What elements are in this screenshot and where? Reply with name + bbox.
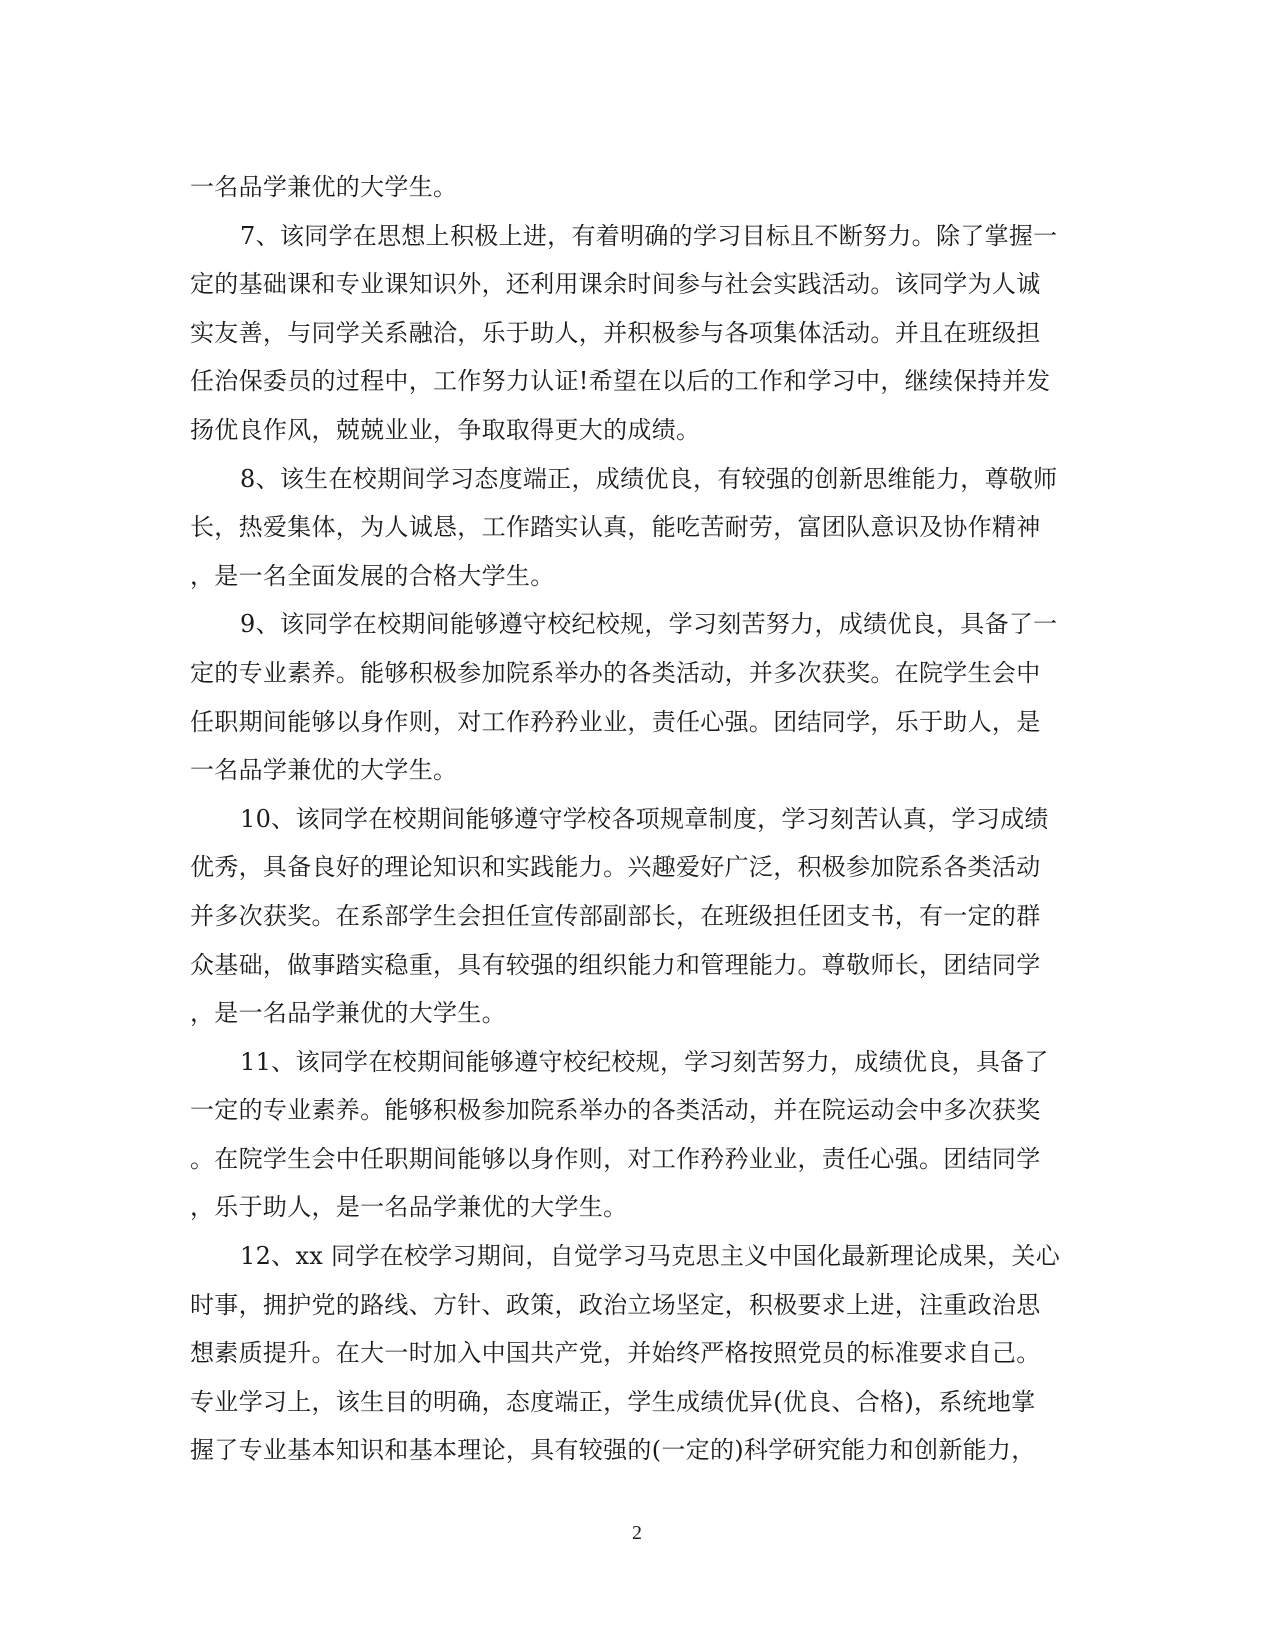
text-line: 想素质提升。在大一时加入中国共产党，并始终严格按照党员的标准要求自己。 xyxy=(190,1339,1041,1368)
text-line: 专业学习上，该生目的明确，态度端正，学生成绩优异(优良、合格)，系统地掌 xyxy=(190,1387,1036,1416)
text-line: 一名品学兼优的大学生。 xyxy=(190,173,458,201)
text-line: 扬优良作风，兢兢业业，争取取得更大的成绩。 xyxy=(190,415,701,444)
paragraph-first-line: 10、该同学在校期间能够遵守学校各项规章制度，学习刻苦认真，学习成绩 xyxy=(240,804,1049,833)
paragraph-first-line: 7、该同学在思想上积极上进，有着明确的学习目标且不断努力。除了掌握一 xyxy=(240,221,1058,250)
text-line: 任职期间能够以身作则，对工作矜矜业业，责任心强。团结同学，乐于助人，是 xyxy=(190,707,1041,736)
text-line: 并多次获奖。在系部学生会担任宣传部副部长，在班级担任团支书，有一定的群 xyxy=(190,901,1041,930)
paragraph-first-line: 9、该同学在校期间能够遵守校纪校规，学习刻苦努力，成绩优良，具备了一 xyxy=(240,610,1058,639)
paragraph-first-line: 12、xx 同学在校学习期间，自觉学习马克思主义中国化最新理论成果，关心 xyxy=(240,1242,1061,1271)
text-line: 定的基础课和专业课知识外，还利用课余时间参与社会实践活动。该同学为人诚 xyxy=(190,270,1041,299)
paragraph-first-line: 8、该生在校期间学习态度端正，成绩优良，有较强的创新思维能力，尊敬师 xyxy=(240,464,1058,493)
text-line: ，是一名全面发展的合格大学生。 xyxy=(190,561,555,590)
document-body xyxy=(190,163,1090,1475)
text-line: 握了专业基本知识和基本理论，具有较强的(一定的)科学研究能力和创新能力， xyxy=(190,1436,1036,1465)
text-line: 任治保委员的过程中，工作努力认证!希望在以后的工作和学习中，继续保持并发 xyxy=(190,367,1051,396)
text-line: 众基础，做事踏实稳重，具有较强的组织能力和管理能力。尊敬师长，团结同学 xyxy=(190,950,1041,979)
text-line: 实友善，与同学关系融洽，乐于助人，并积极参与各项集体活动。并且在班级担 xyxy=(190,318,1041,347)
text-line: 。在院学生会中任职期间能够以身作则，对工作矜矜业业，责任心强。团结同学 xyxy=(190,1144,1041,1173)
page-number: 2 xyxy=(632,1522,642,1544)
text-line: 一名品学兼优的大学生。 xyxy=(190,756,458,785)
text-line: 一定的专业素养。能够积极参加院系举办的各类活动，并在院运动会中多次获奖 xyxy=(190,1096,1041,1125)
text-line: 时事，拥护党的路线、方针、政策，政治立场坚定，积极要求上进，注重政治思 xyxy=(190,1290,1041,1319)
text-line: 优秀，具备良好的理论知识和实践能力。兴趣爱好广泛，积极参加院系各类活动 xyxy=(190,853,1041,882)
paragraph-first-line: 11、该同学在校期间能够遵守校纪校规，学习刻苦努力，成绩优良，具备了 xyxy=(240,1047,1049,1076)
text-line: 定的专业素养。能够积极参加院系举办的各类活动，并多次获奖。在院学生会中 xyxy=(190,658,1041,687)
text-line: ，乐于助人，是一名品学兼优的大学生。 xyxy=(190,1193,628,1222)
text-line: ，是一名品学兼优的大学生。 xyxy=(190,999,506,1028)
text-line: 长，热爱集体，为人诚恳，工作踏实认真，能吃苦耐劳，富团队意识及协作精神 xyxy=(190,513,1041,542)
